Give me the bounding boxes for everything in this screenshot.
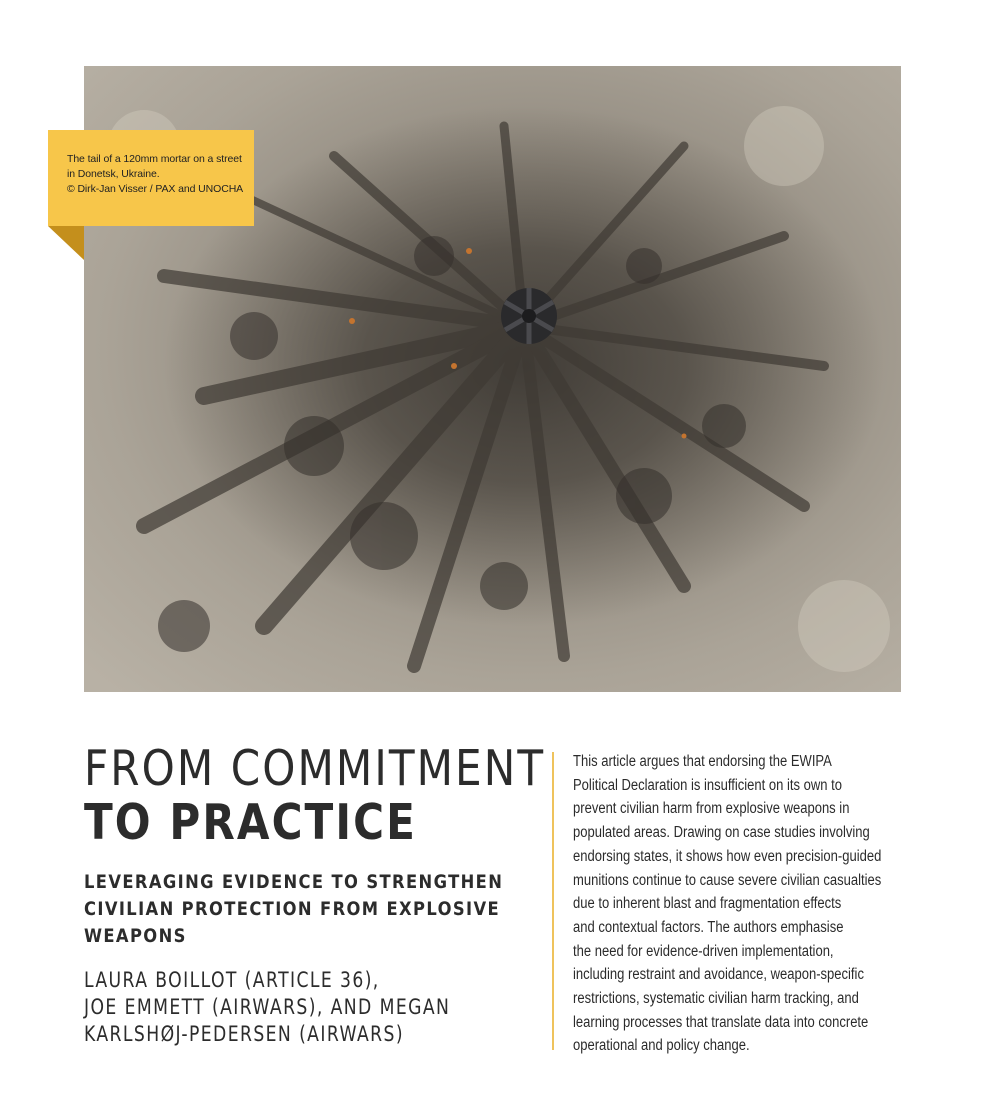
- caption-line: in Donetsk, Ukraine.: [67, 168, 160, 180]
- authors-line: KARLSHØJ-PEDERSEN (AIRWARS): [84, 1022, 404, 1046]
- abstract-line: and contextual factors. The authors emphasise: [573, 918, 844, 936]
- abstract-line: restrictions, systematic civilian harm tracking, and: [573, 990, 859, 1008]
- abstract-line: Political Declaration is insufficient on its own to: [573, 776, 842, 794]
- caption-credit: © Dirk-Jan Visser / PAX and UNOCHA: [67, 183, 244, 195]
- mortar-tail-fins: [501, 288, 557, 344]
- caption-fold-corner: [48, 226, 84, 260]
- article-title: [84, 742, 620, 850]
- photo-caption: [48, 130, 254, 226]
- abstract-line: learning processes that translate data into concrete: [573, 1013, 869, 1031]
- article-subtitle: [84, 869, 554, 950]
- abstract-line: munitions continue to cause severe civilian casualties: [573, 871, 882, 889]
- abstract-line: due to inherent blast and fragmentation effects: [573, 895, 842, 913]
- authors-line: LAURA BOILLOT (ARTICLE 36),: [84, 968, 380, 992]
- caption-line: The tail of a 120mm mortar on a street: [67, 153, 242, 165]
- article-abstract: [573, 750, 940, 1058]
- abstract-line: endorsing states, it shows how even precision-guided: [573, 847, 882, 865]
- abstract-line: the need for evidence-driven implementation,: [573, 942, 834, 960]
- abstract-line: prevent civilian harm from explosive weapons in: [573, 800, 850, 818]
- abstract-line: including restraint and avoidance, weapon-specific: [573, 966, 864, 984]
- subtitle-line: CIVILIAN PROTECTION FROM EXPLOSIVE: [84, 898, 501, 920]
- subtitle-line: LEVERAGING EVIDENCE TO STRENGTHEN: [84, 871, 504, 893]
- abstract-line: This article argues that endorsing the EWIPA: [573, 753, 832, 770]
- title-line-1: FROM COMMITMENT: [84, 740, 546, 797]
- subtitle-line: WEAPONS: [84, 925, 187, 947]
- abstract-line: populated areas. Drawing on case studies involving: [573, 824, 870, 842]
- title-line-2: TO PRACTICE: [84, 794, 417, 851]
- abstract-line: operational and policy change.: [573, 1037, 750, 1055]
- column-divider: [552, 752, 554, 1050]
- article-authors: [84, 967, 531, 1048]
- authors-line: JOE EMMETT (AIRWARS), AND MEGAN: [84, 995, 451, 1019]
